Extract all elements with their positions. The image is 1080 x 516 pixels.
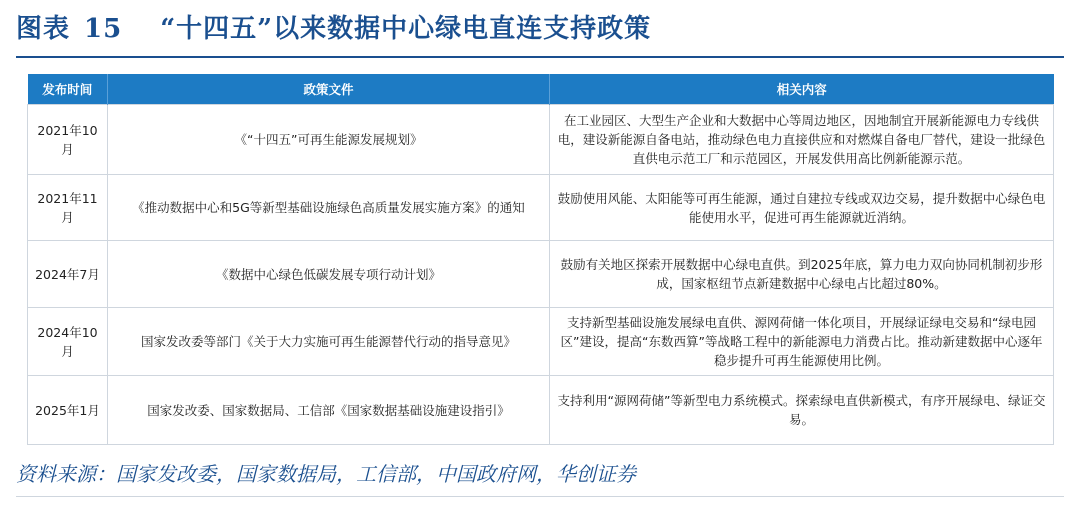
table-header-row bbox=[28, 74, 1054, 105]
row-date: 2024年7月 bbox=[28, 241, 108, 308]
table-row bbox=[28, 376, 1054, 445]
source-note: 资料来源：国家发改委，国家数据局，工信部，中国政府网，华创证券 bbox=[16, 462, 636, 486]
row-date: 2025年1月 bbox=[28, 376, 108, 445]
header-document: 政策文件 bbox=[108, 74, 550, 105]
figure-title bbox=[16, 8, 651, 45]
row-date: 2021年11月 bbox=[28, 175, 108, 241]
row-date: 2024年10月 bbox=[28, 308, 108, 376]
row-document: 《数据中心绿色低碳发展专项行动计划》 bbox=[108, 241, 550, 308]
title-divider bbox=[16, 56, 1064, 58]
row-content: 支持利用“源网荷储”等新型电力系统模式。探索绿电直供新模式，有序开展绿电、绿证交易。 bbox=[550, 376, 1054, 445]
bottom-divider bbox=[16, 496, 1064, 497]
row-content: 鼓励使用风能、太阳能等可再生能源，通过自建拉专线或双边交易，提升数据中心绿色电能使用水平，促进可再生能源就近消纳。 bbox=[550, 175, 1054, 241]
policy-table bbox=[27, 74, 1054, 445]
row-document: 《推动数据中心和5G等新型基础设施绿色高质量发展实施方案》的通知 bbox=[108, 175, 550, 241]
table-row bbox=[28, 241, 1054, 308]
row-document: 国家发改委、国家数据局、工信部《国家数据基础设施建设指引》 bbox=[108, 376, 550, 445]
figure-title-text: “十四五”以来数据中心绿电直连支持政策 bbox=[160, 14, 652, 44]
row-document: 《“十四五”可再生能源发展规划》 bbox=[108, 105, 550, 175]
figure-title-prefix: 图表 bbox=[16, 14, 71, 44]
table-row bbox=[28, 105, 1054, 175]
row-content: 支持新型基础设施发展绿电直供、源网荷储一体化项目，开展绿证绿电交易和“绿电园区”建设，提高“东数西算”等战略工程中的新能源电力消费占比。推动新建数据中心逐年稳步提升可再生能源使用比例。 bbox=[550, 308, 1054, 376]
row-content: 鼓励有关地区探索开展数据中心绿电直供。到2025年底，算力电力双向协同机制初步形成，国家枢纽节点新建数据中心绿电占比超过80%。 bbox=[550, 241, 1054, 308]
row-content: 在工业园区、大型生产企业和大数据中心等周边地区，因地制宜开展新能源电力专线供电，建设新能源自备电站，推动绿色电力直接供应和对燃煤自备电厂替代，建设一批绿色直供电示范工厂和示范园区，开展发供用高比例新能源示范。 bbox=[550, 105, 1054, 175]
table-row bbox=[28, 175, 1054, 241]
table-row bbox=[28, 308, 1054, 376]
row-date: 2021年10月 bbox=[28, 105, 108, 175]
figure-number: 15 bbox=[84, 14, 123, 44]
header-content: 相关内容 bbox=[550, 74, 1054, 105]
header-date: 发布时间 bbox=[28, 74, 108, 105]
policy-table-container bbox=[27, 74, 1053, 445]
row-document: 国家发改委等部门《关于大力实施可再生能源替代行动的指导意见》 bbox=[108, 308, 550, 376]
